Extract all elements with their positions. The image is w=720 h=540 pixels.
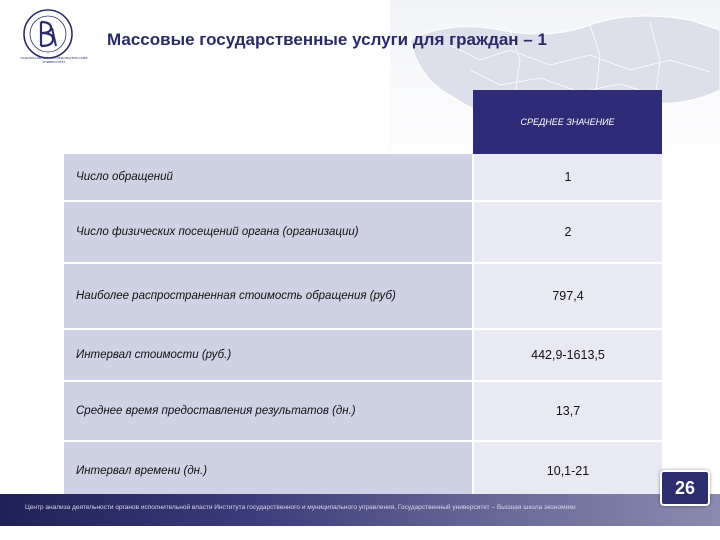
- page-title: Массовые государственные услуги для граждан – 1: [107, 30, 547, 49]
- row-label: Число обращений: [64, 154, 473, 201]
- table-row: [64, 329, 662, 381]
- table-row: [64, 381, 662, 441]
- page-number: 26: [660, 470, 710, 506]
- row-label: Среднее время предоставления результатов (дн.): [64, 381, 473, 441]
- column-header-label: СРЕДНЕЕ ЗНАЧЕНИЕ: [520, 116, 615, 127]
- row-value: 442,9-1613,5: [473, 329, 662, 381]
- row-label: Наиболее распространенная стоимость обращения (руб): [64, 263, 473, 329]
- row-value: 797,4: [473, 263, 662, 329]
- logo-caption: НАЦИОНАЛЬНЫЙ ИССЛЕДОВАТЕЛЬСКИЙ УНИВЕРСИТЕТ: [20, 56, 88, 64]
- data-table: [64, 90, 662, 502]
- table-row: [64, 154, 662, 201]
- row-value: 10,1-21: [473, 441, 662, 501]
- table-header-empty: [64, 90, 473, 154]
- row-label: Интервал стоимости (руб.): [64, 329, 473, 381]
- table-header-row: [64, 90, 662, 154]
- table-column-header: [473, 90, 662, 154]
- row-value: 2: [473, 201, 662, 263]
- footer-bar: [0, 494, 720, 526]
- university-logo-icon: [8, 6, 88, 76]
- row-label: Интервал времени (дн.): [64, 441, 473, 501]
- table-row: [64, 263, 662, 329]
- row-value: 1: [473, 154, 662, 201]
- row-value: 13,7: [473, 381, 662, 441]
- footer-text: Центр анализа деятельности органов исполнительной власти Института государственного и муниципального управления, Государственный университет – Высшая школа экономики: [25, 504, 576, 511]
- table-row: [64, 201, 662, 263]
- row-label: Число физических посещений органа (организации): [64, 201, 473, 263]
- table-row: [64, 441, 662, 501]
